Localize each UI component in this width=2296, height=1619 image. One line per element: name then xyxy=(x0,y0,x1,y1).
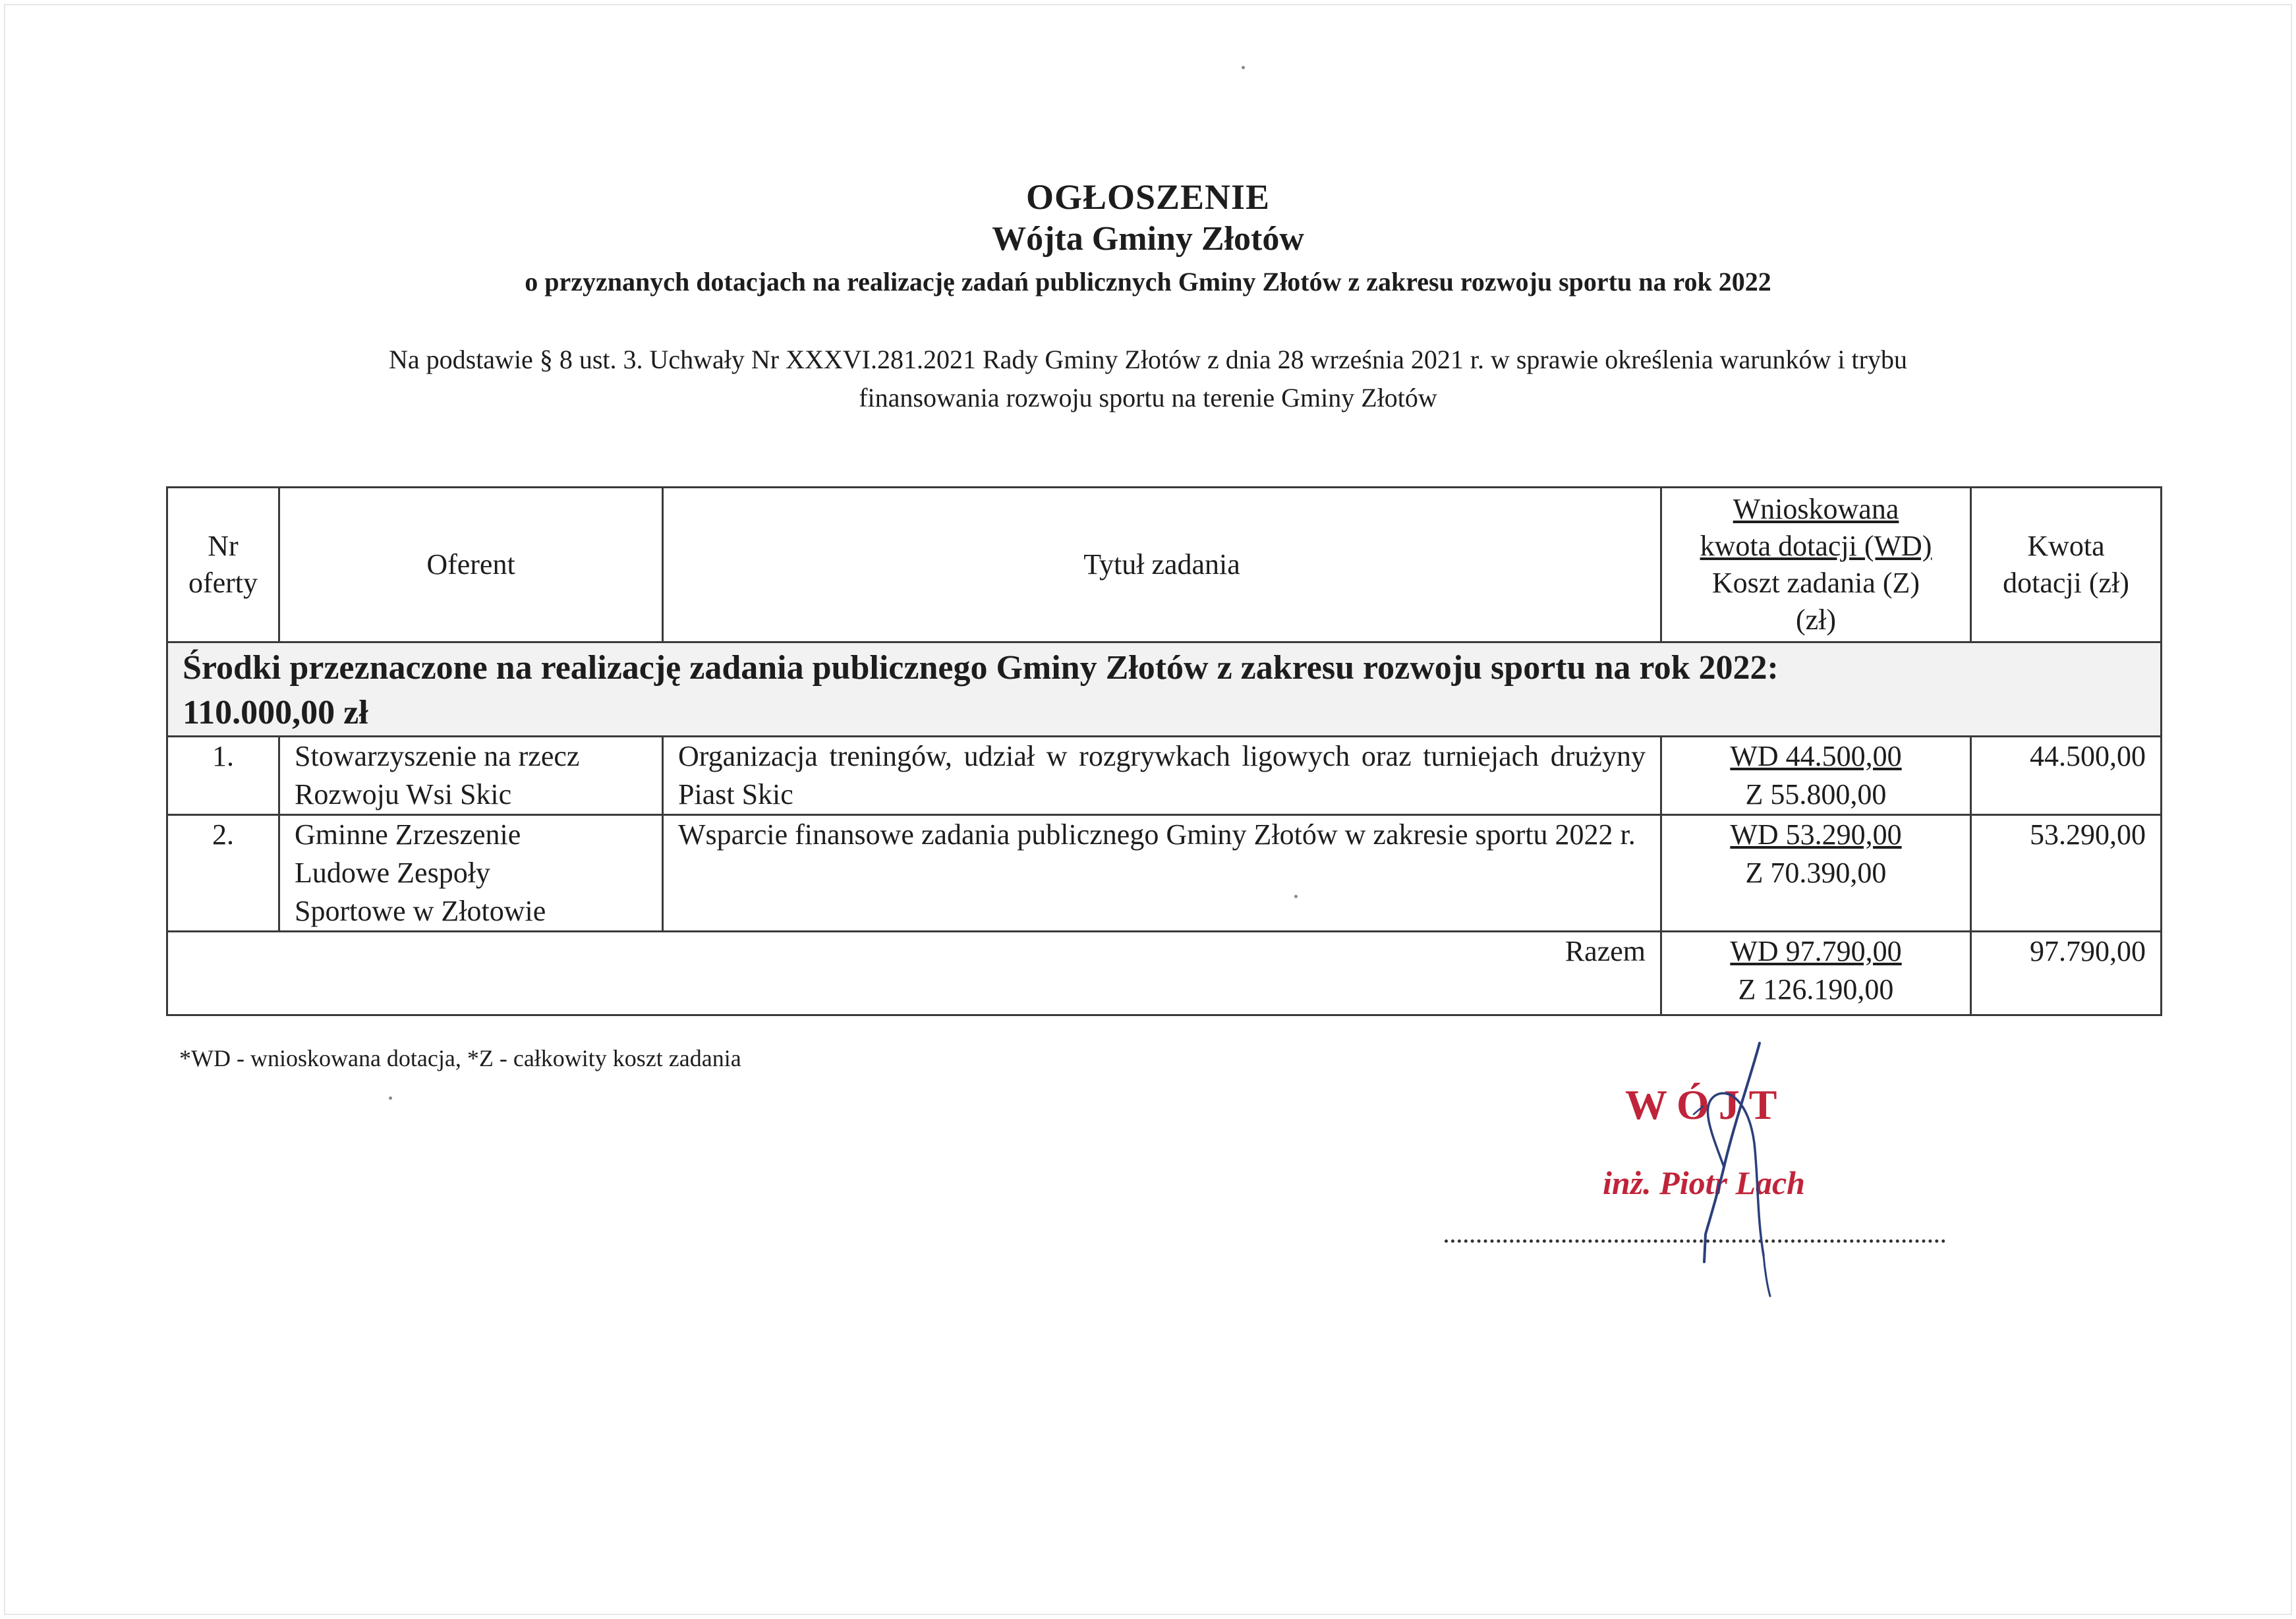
header-tytul: Tytuł zadania xyxy=(663,488,1661,642)
row-amount: 44.500,00 xyxy=(1971,737,2162,815)
handwritten-signature xyxy=(1595,1038,1858,1301)
row-z: Z 70.390,00 xyxy=(1745,857,1887,889)
legal-basis-line-1: Na podstawie § 8 ust. 3. Uchwały Nr XXXVI.281.2021 Rady Gminy Złotów z dnia 28 września 2021 r. w sprawie określenia warunków i trybu xyxy=(388,345,1907,374)
document-description: o przyznanych dotacjach na realizację zadań publicznych Gminy Złotów z zakresu rozwoju sportu na rok 2022 xyxy=(525,267,1771,297)
funds-cell xyxy=(167,642,2162,737)
header-amount-line2: dotacji (zł) xyxy=(2003,567,2129,599)
header-nr-line1: Nr xyxy=(208,530,239,562)
row-requested xyxy=(1661,737,1971,815)
header-nr-line2: oferty xyxy=(188,567,258,599)
row-oferent-line: Gminne Zrzeszenie xyxy=(295,818,521,851)
funds-text: Środki przeznaczone na realizację zadania publicznego Gminy Złotów z zakresu rozwoju sportu na rok 2022: xyxy=(183,649,1779,687)
header-amount-line1: Kwota xyxy=(2027,530,2105,562)
row-wd: WD 53.290,00 xyxy=(1730,818,1902,851)
header-requested xyxy=(1661,488,1971,642)
scan-speck xyxy=(389,1096,392,1100)
funds-amount: 110.000,00 zł xyxy=(183,694,368,731)
stamp-name: inż. Piotr Lach xyxy=(1603,1164,1805,1201)
total-z: Z 126.190,00 xyxy=(1738,973,1894,1006)
row-oferent-line: Sportowe w Złotowie xyxy=(295,895,546,927)
row-oferent-line: Rozwoju Wsi Skic xyxy=(295,778,512,810)
header-nr xyxy=(167,488,279,642)
footnote: *WD - wnioskowana dotacja, *Z - całkowity koszt zadania xyxy=(179,1045,741,1071)
row-tytul: Organizacja treningów, udział w rozgrywkach ligowych oraz turniejach drużyny Piast Skic xyxy=(663,737,1661,815)
header-requested-line1: Wnioskowana xyxy=(1733,493,1899,525)
legal-basis-line-2: finansowania rozwoju sportu na terenie Gminy Złotów xyxy=(859,383,1437,412)
scan-speck xyxy=(1294,895,1298,898)
total-row xyxy=(167,932,2162,1015)
total-requested xyxy=(1661,932,1971,1015)
header-requested-line2: kwota dotacji (WD) xyxy=(1700,530,1932,562)
document-title: OGŁOSZENIE xyxy=(1025,177,1271,217)
row-wd: WD 44.500,00 xyxy=(1730,740,1902,772)
row-oferent-line: Ludowe Zespoły xyxy=(295,857,490,889)
row-oferent xyxy=(279,815,663,932)
row-amount: 53.290,00 xyxy=(1971,815,2162,932)
table-row xyxy=(167,737,2162,815)
table-row xyxy=(167,815,2162,932)
table-header-row xyxy=(167,488,2162,642)
header-oferent: Oferent xyxy=(279,488,663,642)
stamp-title: WÓJT xyxy=(1625,1081,1787,1128)
header-requested-line4: (zł) xyxy=(1795,604,1837,636)
total-amount: 97.790,00 xyxy=(1971,932,2162,1015)
row-oferent xyxy=(279,737,663,815)
grants-table xyxy=(166,486,2162,1016)
header-amount xyxy=(1971,488,2162,642)
row-requested xyxy=(1661,815,1971,932)
row-z: Z 55.800,00 xyxy=(1745,778,1887,810)
document-subtitle: Wójta Gminy Złotów xyxy=(992,220,1304,258)
total-wd: WD 97.790,00 xyxy=(1730,935,1902,967)
row-nr: 2. xyxy=(167,815,279,932)
row-nr: 1. xyxy=(167,737,279,815)
row-tytul: Wsparcie finansowe zadania publicznego Gminy Złotów w zakresie sportu 2022 r. xyxy=(663,815,1661,932)
total-label: Razem xyxy=(167,932,1661,1015)
scan-speck xyxy=(1242,66,1245,69)
header-requested-line3: Koszt zadania (Z) xyxy=(1711,567,1920,599)
row-oferent-line: Stowarzyszenie na rzecz xyxy=(295,740,580,772)
funds-row xyxy=(167,642,2162,737)
